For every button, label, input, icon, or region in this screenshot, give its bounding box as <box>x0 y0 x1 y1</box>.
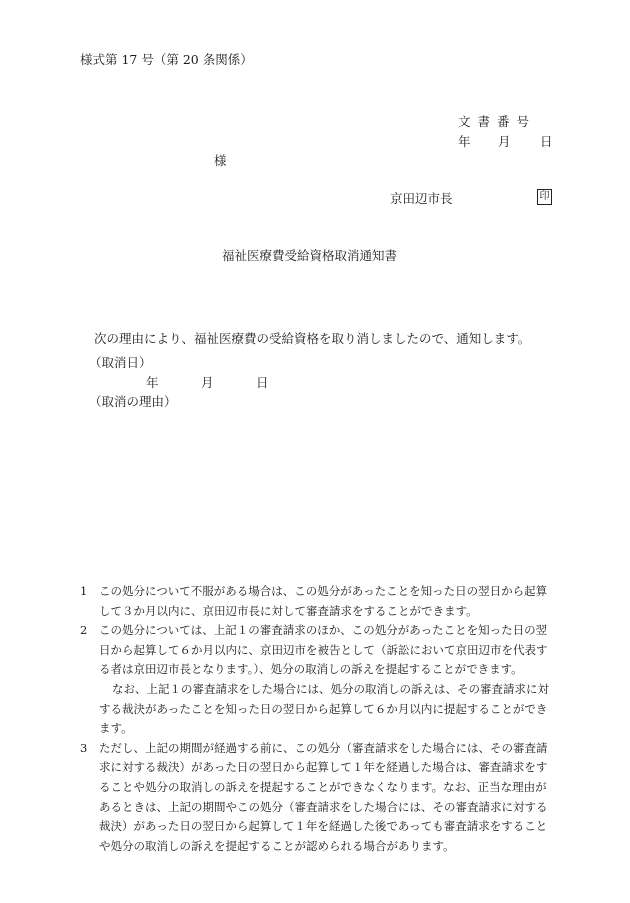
seal-mark: 印 <box>537 189 552 205</box>
addressee-suffix: 様 <box>214 153 227 168</box>
issue-date-year: 年 <box>458 134 471 149</box>
issue-date-month: 月 <box>498 134 511 149</box>
cancel-date-year: 年 <box>146 375 159 390</box>
note-item <box>80 582 558 621</box>
body-text: 次の理由により、福祉医療費の受給資格を取り消しましたので、通知します。 <box>94 331 531 346</box>
document-title: 福祉医療費受給資格取消通知書 <box>222 248 398 263</box>
notes-section <box>80 582 558 856</box>
note-number: 3 <box>80 740 88 755</box>
note-text: この処分については、上記１の審査請求のほか、この処分があったことを知った日の翌日から起算して６か月以内に、京田辺市を被告として（訴訟において京田辺市を代表する者は京田辺市長となります。）、処分の取消しの訴えを提起することができます。 <box>99 623 548 677</box>
note-number: 1 <box>80 584 88 598</box>
cancel-reason-label: （取消の理由） <box>89 394 177 409</box>
note-subtext: なお、上記１の審査請求をした場合には、処分の取消しの訴えは、その審査請求に対する裁決があったことを知った日の翌日から起算して６か月以内に提起することができます。 <box>99 681 549 736</box>
note-text: この処分について不服がある場合は、この処分があったことを知った日の翌日から起算して３か月以内に、京田辺市長に対して審査請求をすることができます。 <box>99 584 548 618</box>
form-number: 様式第 17 号（第 20 条関係） <box>80 52 253 67</box>
issue-date-day: 日 <box>540 134 553 149</box>
document-number-label: 文書番号 <box>458 114 537 129</box>
cancel-date-day: 日 <box>256 375 269 390</box>
cancel-date-month: 月 <box>201 375 214 390</box>
note-item <box>80 621 558 739</box>
note-number: 2 <box>80 623 88 638</box>
note-text: ただし、上記の期間が経過する前に、この処分（審査請求をした場合には、その審査請求に対する裁決）があった日の翌日から起算して１年を経過した場合は、審査請求をすることや処分の取消しの訴えを提起することができなくなります。なお、正当な理由があるときは、上記の期間やこの処分（審査請求をした場合には、その審査請求に対する裁決）があった日の翌日から起算して１年を経過した後であっても審査請求をすることや処分の取消しの訴えを提起することが認められる場合があります。 <box>99 740 548 853</box>
note-item <box>80 739 558 857</box>
issuer-name: 京田辺市長 <box>390 191 453 206</box>
cancel-date-label: （取消日） <box>89 355 152 370</box>
